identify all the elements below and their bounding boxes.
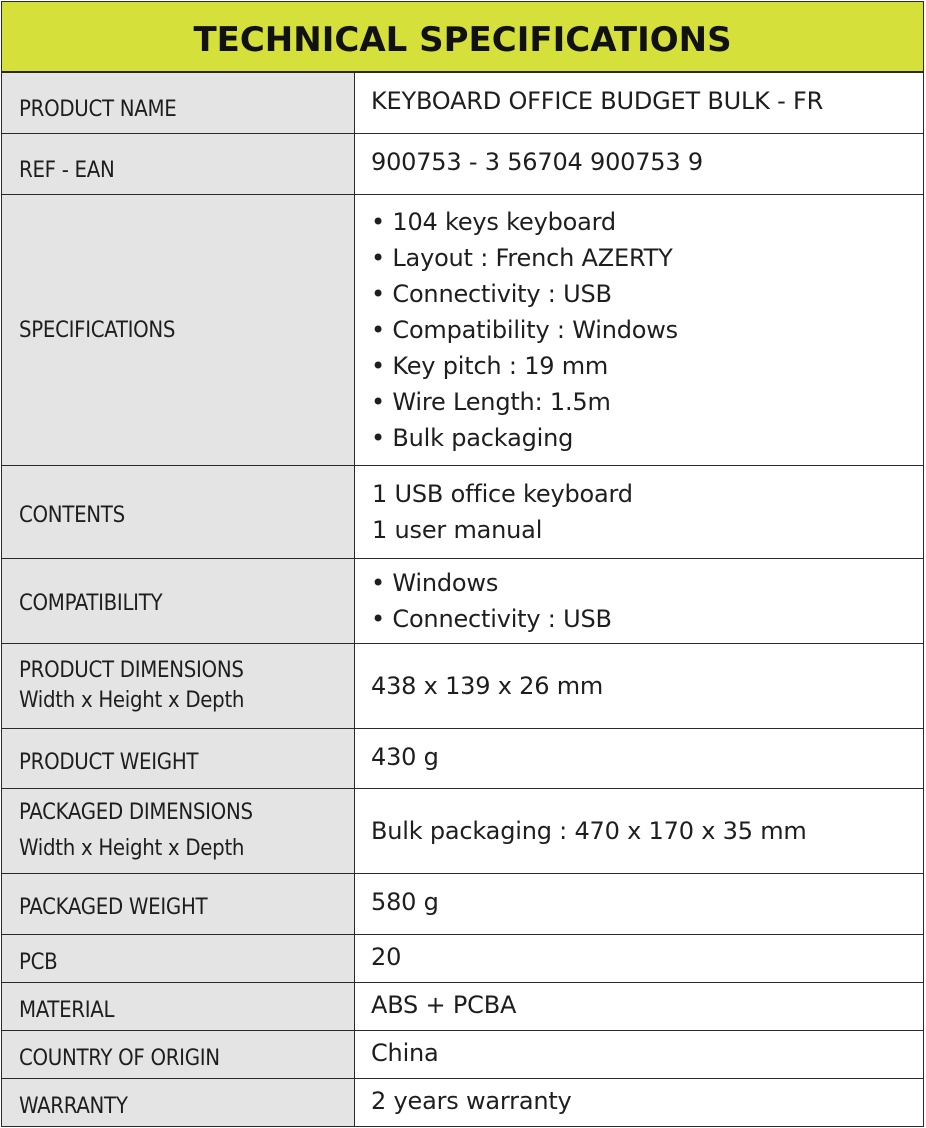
table-row [2, 1031, 924, 1079]
title-banner [1, 1, 924, 72]
list-item: • Windows [371, 569, 499, 597]
row-label-sub: Width x Height x Depth [19, 836, 245, 861]
row-value: 20 [355, 935, 924, 983]
table-row [2, 134, 924, 195]
row-label-sub: Width x Height x Depth [19, 688, 245, 713]
row-label-main: PRODUCT DIMENSIONS [19, 658, 244, 683]
row-label: REF - EAN [2, 134, 355, 195]
row-label: PRODUCT WEIGHT [2, 729, 355, 789]
table-row [2, 983, 924, 1031]
page-title: TECHNICAL SPECIFICATIONS [193, 19, 732, 60]
row-value: China [355, 1031, 924, 1079]
list-item: • Bulk packaging [371, 424, 574, 452]
row-label [2, 789, 355, 874]
table-row [2, 789, 924, 874]
row-label-main: PACKAGED DIMENSIONS [19, 800, 253, 825]
row-label: SPECIFICATIONS [2, 195, 355, 466]
list-item: • Connectivity : USB [371, 280, 612, 308]
row-value [355, 466, 924, 559]
row-label: MATERIAL [2, 983, 355, 1031]
list-item: • Connectivity : USB [371, 605, 612, 633]
table-row [2, 1079, 924, 1127]
spec-table [1, 72, 924, 1127]
table-row [2, 644, 924, 729]
row-label: COMPATIBILITY [2, 559, 355, 644]
row-label: WARRANTY [2, 1079, 355, 1127]
table-row [2, 466, 924, 559]
row-label: PCB [2, 935, 355, 983]
table-row [2, 559, 924, 644]
list-item: 1 user manual [372, 516, 543, 544]
table-row [2, 874, 924, 935]
table-row [2, 73, 924, 134]
list-item: • Compatibility : Windows [371, 316, 678, 344]
row-value: 438 x 139 x 26 mm [355, 644, 924, 729]
list-item: 1 USB office keyboard [372, 480, 633, 508]
row-label: CONTENTS [2, 466, 355, 559]
row-label [2, 644, 355, 729]
row-value: 580 g [355, 874, 924, 935]
row-value [355, 195, 924, 466]
table-row [2, 935, 924, 983]
row-label: PRODUCT NAME [2, 73, 355, 134]
list-item: • Wire Length: 1.5m [371, 388, 611, 416]
row-value: 2 years warranty [355, 1079, 924, 1127]
row-label: COUNTRY OF ORIGIN [2, 1031, 355, 1079]
list-item: • Layout : French AZERTY [371, 244, 673, 272]
row-label: PACKAGED WEIGHT [2, 874, 355, 935]
list-item: • 104 keys keyboard [371, 208, 616, 236]
row-value: 430 g [355, 729, 924, 789]
row-value: Bulk packaging : 470 x 170 x 35 mm [355, 789, 924, 874]
table-row [2, 729, 924, 789]
row-value: 900753 - 3 56704 900753 9 [355, 134, 924, 195]
row-value: ABS + PCBA [355, 983, 924, 1031]
table-row [2, 195, 924, 466]
row-value [355, 559, 924, 644]
row-value: KEYBOARD OFFICE BUDGET BULK - FR [355, 73, 924, 134]
list-item: • Key pitch : 19 mm [371, 352, 609, 380]
